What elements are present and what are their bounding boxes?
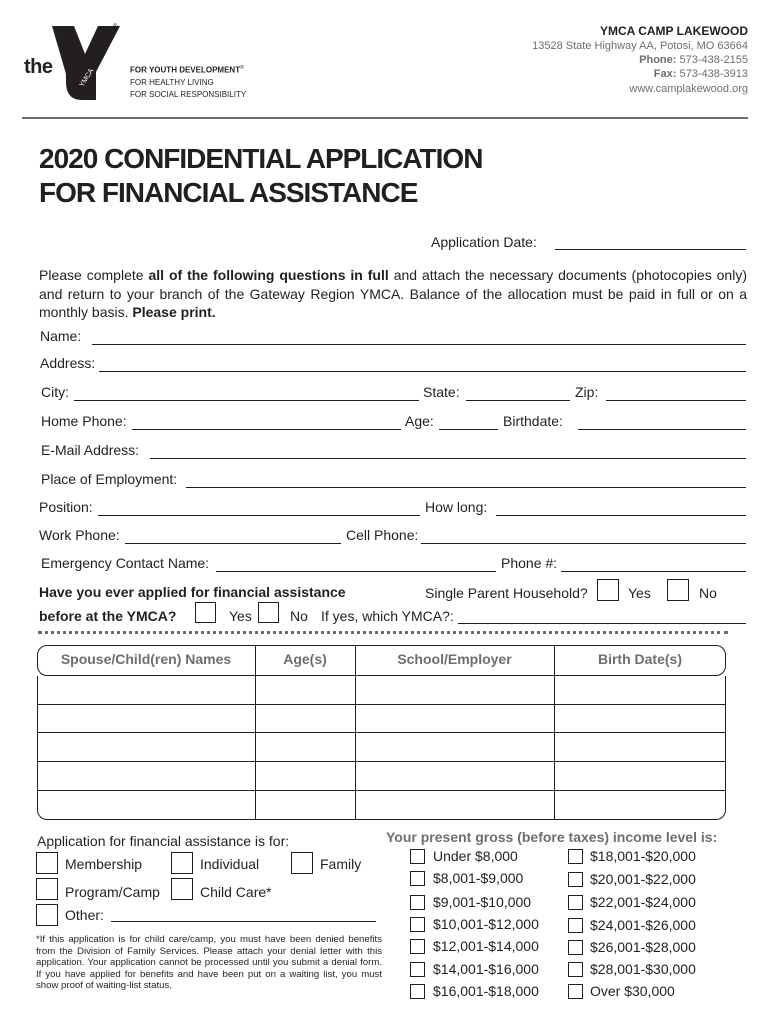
org-address: 13528 State Highway AA, Potosi, MO 63664 xyxy=(532,40,748,52)
income-option-label: $14,001-$16,000 xyxy=(433,961,539,977)
zip-label: Zip: xyxy=(575,384,599,400)
how-long-label: How long: xyxy=(425,499,488,515)
title-line1: 2020 CONFIDENTIAL APPLICATION xyxy=(39,143,483,174)
page-title xyxy=(39,142,482,210)
other-label: Other: xyxy=(65,907,104,923)
tagline-health: FOR HEALTHY LIVING xyxy=(130,77,214,87)
city-field[interactable] xyxy=(74,400,419,401)
dotted-separator xyxy=(38,631,728,634)
program-camp-label: Program/Camp xyxy=(65,884,160,900)
emergency-phone-field[interactable] xyxy=(561,571,746,572)
org-fax-label: Fax: xyxy=(653,68,677,80)
table-row[interactable] xyxy=(37,791,726,819)
individual-label: Individual xyxy=(200,856,260,872)
income-12001-14000-checkbox[interactable] xyxy=(410,939,425,954)
income-label: Your present gross (before taxes) income level is: xyxy=(386,829,718,845)
assistance-for-label: Application for financial assistance is for: xyxy=(37,833,290,849)
prior-applied-question-1: Have you ever applied for financial assistance xyxy=(39,584,346,600)
zip-field[interactable] xyxy=(606,400,746,401)
income-option-label: Over $30,000 xyxy=(590,983,675,999)
state-field[interactable] xyxy=(466,400,570,401)
prior-applied-no-checkbox[interactable] xyxy=(258,602,279,623)
how-long-field[interactable] xyxy=(496,515,746,516)
program-camp-checkbox[interactable] xyxy=(36,878,58,900)
income-18001-20000-checkbox[interactable] xyxy=(568,849,583,864)
emergency-contact-label: Emergency Contact Name: xyxy=(41,555,210,571)
cell-phone-field[interactable] xyxy=(421,543,746,544)
employment-label: Place of Employment: xyxy=(41,471,178,487)
income-24001-26000-checkbox[interactable] xyxy=(568,918,583,933)
header-divider xyxy=(22,117,748,119)
single-parent-no-checkbox[interactable] xyxy=(667,579,689,601)
family-label: Family xyxy=(320,856,362,872)
income-10001-12000-checkbox[interactable] xyxy=(410,917,425,932)
org-phone-label: Phone: xyxy=(639,54,677,66)
city-label: City: xyxy=(41,384,69,400)
position-label: Position: xyxy=(39,499,93,515)
employment-field[interactable] xyxy=(186,487,746,488)
emergency-contact-field[interactable] xyxy=(216,571,496,572)
tagline-reg: ® xyxy=(240,65,244,71)
state-label: State: xyxy=(423,384,460,400)
income-option-label: $28,001-$30,000 xyxy=(590,961,696,977)
income-16001-18000-checkbox[interactable] xyxy=(410,984,425,999)
income-option-label: $8,001-$9,000 xyxy=(433,870,524,886)
intro-part2: and attach the necessary documents (photocopies only) and return to your branch of the Gateway Region YMCA. Balance of the allocation must be paid in full or on a monthly basis. xyxy=(39,267,747,320)
family-checkbox[interactable] xyxy=(291,852,313,874)
single-parent-yes-label: Yes xyxy=(628,585,651,601)
intro-paragraph xyxy=(39,266,747,322)
work-phone-label: Work Phone: xyxy=(39,527,120,543)
income-option-label: $24,001-$26,000 xyxy=(590,917,696,933)
child-care-label: Child Care* xyxy=(200,884,272,900)
cell-phone-label: Cell Phone: xyxy=(346,527,419,543)
income-14001-16000-checkbox[interactable] xyxy=(410,962,425,977)
membership-checkbox[interactable] xyxy=(36,852,58,874)
application-date-field[interactable] xyxy=(555,249,746,250)
org-name: YMCA CAMP LAKEWOOD xyxy=(600,24,748,38)
work-phone-field[interactable] xyxy=(125,543,341,544)
birthdate-label: Birthdate: xyxy=(503,413,563,429)
logo-registered: ® xyxy=(113,24,118,30)
intro-bold1: all of the following questions in full xyxy=(148,267,389,283)
logo-ymca-text: YMCA xyxy=(78,67,96,89)
which-ymca-label: If yes, which YMCA?: xyxy=(321,608,454,624)
single-parent-question: Single Parent Household? xyxy=(425,585,588,601)
name-label: Name: xyxy=(40,328,82,344)
table-header-school: School/Employer xyxy=(397,651,512,667)
income-option-label: $22,001-$24,000 xyxy=(590,894,696,910)
table-row[interactable] xyxy=(37,733,726,761)
ymca-logo xyxy=(22,22,122,102)
membership-label: Membership xyxy=(65,856,143,872)
org-phone xyxy=(639,54,748,66)
income-28001-30000-checkbox[interactable] xyxy=(568,962,583,977)
position-field[interactable] xyxy=(98,515,420,516)
emergency-phone-label: Phone #: xyxy=(501,555,558,571)
email-label: E-Mail Address: xyxy=(41,442,140,458)
application-date-label: Application Date: xyxy=(431,234,537,250)
income-8001-9000-checkbox[interactable] xyxy=(410,871,425,886)
ymca-y-icon xyxy=(52,24,122,102)
income-option-label: $12,001-$14,000 xyxy=(433,938,539,954)
prior-applied-no-label: No xyxy=(290,608,308,624)
child-care-checkbox[interactable] xyxy=(171,878,193,900)
income-option-label: $26,001-$28,000 xyxy=(590,939,696,955)
logo-tagline xyxy=(130,62,246,101)
home-phone-field[interactable] xyxy=(132,429,401,430)
single-parent-yes-checkbox[interactable] xyxy=(597,579,619,601)
income-under-8000-checkbox[interactable] xyxy=(410,849,425,864)
table-header-names: Spouse/Child(ren) Names xyxy=(60,651,232,667)
org-fax-value: 573-438-3913 xyxy=(679,68,748,80)
income-9001-10000-checkbox[interactable] xyxy=(410,895,425,910)
birthdate-field[interactable] xyxy=(578,429,746,430)
intro-bold2: Please print. xyxy=(132,304,216,320)
org-fax xyxy=(654,68,748,80)
income-option-label: $16,001-$18,000 xyxy=(433,983,539,999)
single-parent-no-label: No xyxy=(699,585,717,601)
income-22001-24000-checkbox[interactable] xyxy=(568,895,583,910)
intro-part1: Please complete xyxy=(39,267,149,283)
tagline-youth: FOR YOUTH DEVELOPMENT xyxy=(130,65,241,75)
address-label: Address: xyxy=(40,355,96,371)
title-line2: FOR FINANCIAL ASSISTANCE xyxy=(39,177,418,208)
table-row[interactable] xyxy=(37,704,726,732)
org-website: www.camplakewood.org xyxy=(629,83,748,95)
which-ymca-field[interactable] xyxy=(458,623,746,624)
child-care-footnote: *If this application is for child care/camp, you must have been denied benefits from the Division of Family Services. Please attach your denial letter with this application. Your application cannot be processed until you submit a denial form. If you have applied for benefits and have been put on a waiting list, you must show proof of waiting-list status. xyxy=(36,934,382,992)
age-field[interactable] xyxy=(439,429,498,430)
income-option-label: $20,001-$22,000 xyxy=(590,871,696,887)
income-option-label: $10,001-$12,000 xyxy=(433,916,539,932)
income-option-label: Under $8,000 xyxy=(433,848,518,864)
age-label: Age: xyxy=(405,413,434,429)
income-20001-22000-checkbox[interactable] xyxy=(568,872,583,887)
prior-applied-yes-checkbox[interactable] xyxy=(195,602,216,623)
individual-checkbox[interactable] xyxy=(171,852,193,874)
org-phone-value: 573-438-2155 xyxy=(679,54,748,66)
income-option-label: $9,001-$10,000 xyxy=(433,894,532,910)
home-phone-label: Home Phone: xyxy=(41,413,127,429)
table-header-birthdates: Birth Date(s) xyxy=(597,651,682,667)
income-26001-28000-checkbox[interactable] xyxy=(568,940,583,955)
table-row[interactable] xyxy=(37,676,726,704)
other-checkbox[interactable] xyxy=(36,904,58,926)
logo-the: the xyxy=(24,56,53,78)
other-field[interactable] xyxy=(111,921,376,922)
table-row[interactable] xyxy=(37,762,726,790)
address-field[interactable] xyxy=(99,371,746,372)
income-over-30000-checkbox[interactable] xyxy=(568,984,583,999)
income-option-label: $18,001-$20,000 xyxy=(590,848,696,864)
email-field[interactable] xyxy=(150,458,746,459)
tagline-social: FOR SOCIAL RESPONSIBILITY xyxy=(130,89,247,99)
name-field[interactable] xyxy=(92,344,746,345)
prior-applied-question-2: before at the YMCA? xyxy=(39,608,177,624)
prior-applied-yes-label: Yes xyxy=(229,608,252,624)
family-table-rows xyxy=(37,676,726,820)
table-header-ages: Age(s) xyxy=(283,651,327,667)
